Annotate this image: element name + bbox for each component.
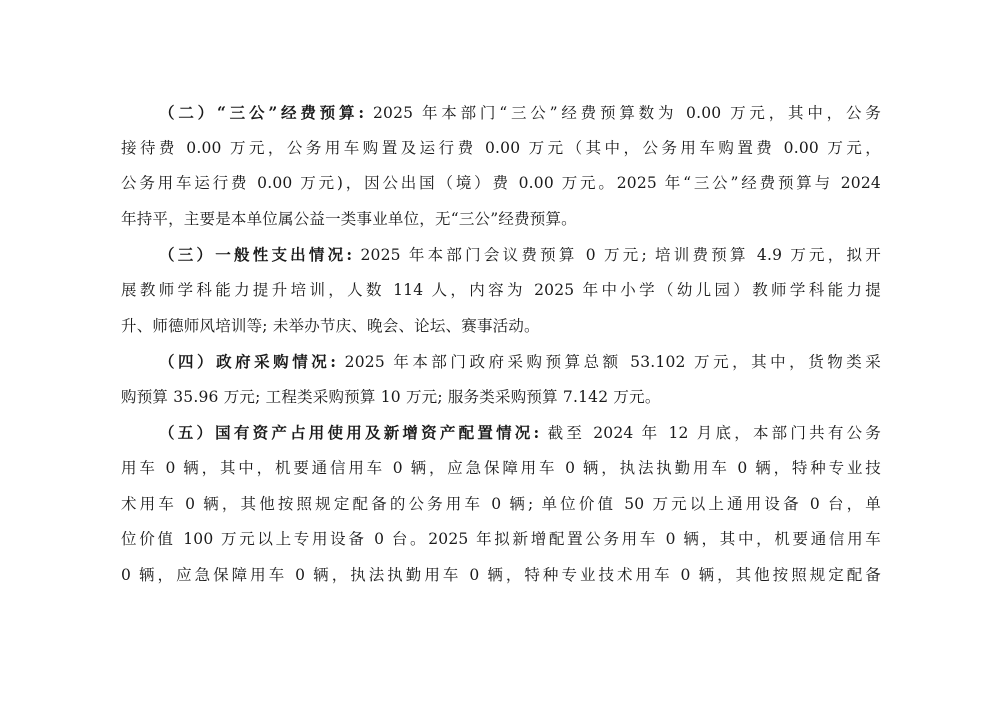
paragraph-sangong-budget (121, 95, 881, 237)
paragraph-line: 接待费 0.00 万元，公务用车购置及运行费 0.00 万元（其中，公务用车购置费 0.00 万元， (121, 138, 881, 157)
section-heading: （五）国有资产占用使用及新增资产配置情况: (159, 423, 540, 443)
section-heading: （二）“三公”经费预算: (159, 103, 365, 122)
paragraph-line: 用车 0 辆，其中，机要通信用车 0 辆，应急保障用车 0 辆，执法执勤用车 0 辆，特种专业技 (121, 458, 881, 477)
paragraph-line (121, 95, 881, 131)
section-heading: （三）一般性支出情况: (159, 245, 353, 265)
paragraph-line: 购预算 35.96 万元; 工程类采购预算 10 万元; 服务类采购预算 7.142 万元。 (121, 387, 661, 406)
paragraph-general-expenditure (121, 237, 881, 344)
paragraph-line: 术用车 0 辆，其他按照规定配备的公务用车 0 辆; 单位价值 50 万元以上通用设备 0 台，单 (121, 494, 881, 513)
paragraph-text: 2025 年本部门政府采购预算总额 53.102 万元，其中，货物类采 (336, 353, 881, 372)
paragraph-line (121, 415, 881, 451)
paragraph-line: 0 辆，应急保障用车 0 辆，执法执勤用车 0 辆，特种专业技术用车 0 辆，其他按照规定配备 (121, 565, 881, 584)
document-page (121, 95, 881, 593)
paragraph-line (121, 344, 881, 380)
paragraph-government-procurement (121, 344, 881, 415)
paragraph-line: 展教师学科能力提升培训，人数 114 人，内容为 2025 年中小学（幼儿园）教师学科能力提 (121, 280, 881, 299)
section-heading: （四）政府采购情况: (159, 352, 337, 372)
paragraph-line: 位价值 100 万元以上专用设备 0 台。2025 年拟新增配置公务用车 0 辆，其中，机要通信用车 (121, 530, 881, 549)
paragraph-text: 截至 2024 年 12 月底，本部门共有公务 (539, 424, 881, 443)
paragraph-line: 年持平，主要是本单位属公益一类事业单位，无“三公”经费预算。 (121, 209, 577, 228)
paragraph-text: 2025 年本部门“三公”经费预算数为 0.00 万元，其中，公务 (364, 104, 881, 122)
paragraph-line: 升、师德师风培训等; 未举办节庆、晚会、论坛、赛事活动。 (121, 316, 540, 335)
paragraph-line (121, 237, 881, 273)
paragraph-text: 2025 年本部门会议费预算 0 万元; 培训费预算 4.9 万元，拟开 (352, 246, 881, 265)
paragraph-state-assets (121, 415, 881, 593)
paragraph-line: 公务用车运行费 0.00 万元)，因公出国（境）费 0.00 万元。2025 年“三公”经费预算与 2024 (121, 174, 881, 193)
